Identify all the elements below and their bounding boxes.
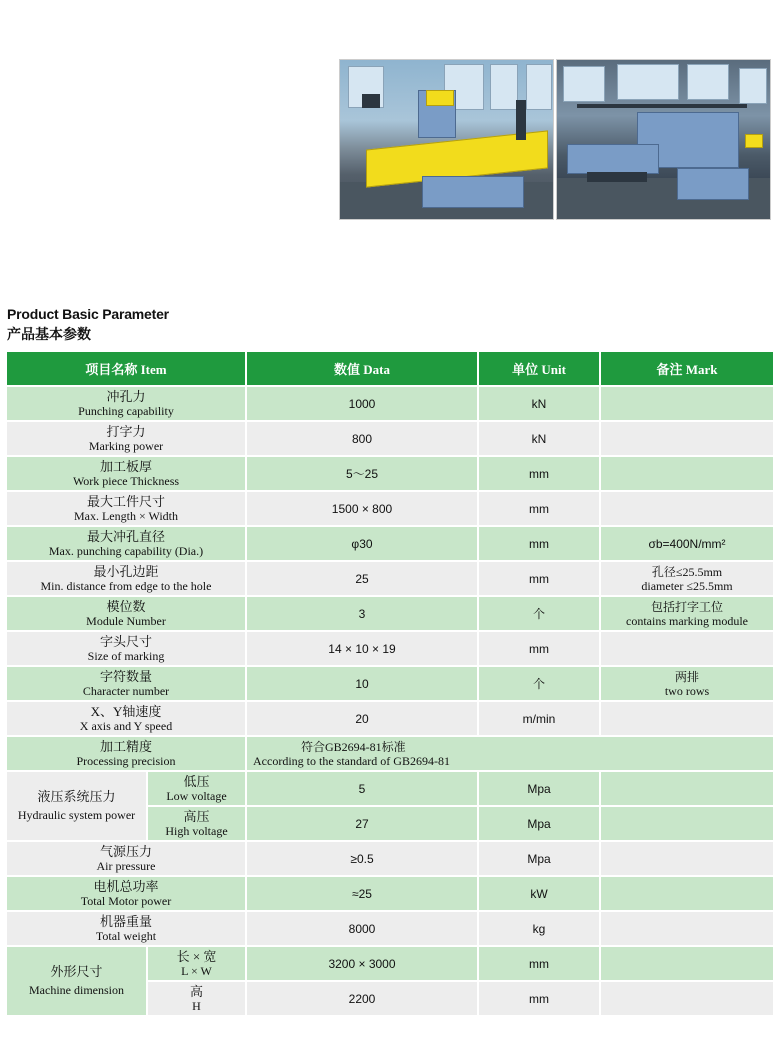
param-name-zh: 最大工件尺寸 bbox=[86, 493, 165, 509]
param-mark bbox=[601, 947, 773, 980]
table-row bbox=[7, 457, 773, 490]
param-unit: 个 bbox=[479, 597, 599, 630]
param-name-en: Processing precision bbox=[76, 753, 176, 768]
param-mark-zh: 孔径≤25.5mm bbox=[651, 564, 723, 579]
param-name bbox=[7, 667, 245, 700]
param-name-zh: 最大冲孔直径 bbox=[86, 528, 165, 544]
param-value: 5～25 bbox=[247, 457, 477, 490]
param-name bbox=[7, 387, 245, 420]
table-row bbox=[7, 772, 773, 805]
param-value-en: According to the standard of GB2694-81 bbox=[253, 753, 450, 768]
table-header-row bbox=[7, 352, 773, 385]
param-name-zh: 电机总功率 bbox=[93, 878, 159, 894]
table-row bbox=[7, 877, 773, 910]
table-row bbox=[7, 632, 773, 665]
param-mark bbox=[601, 492, 773, 525]
param-name-zh: 机器重量 bbox=[99, 913, 152, 929]
table-row bbox=[7, 387, 773, 420]
param-value: 8000 bbox=[247, 912, 477, 945]
param-name-zh: 冲孔力 bbox=[106, 388, 146, 404]
param-unit: mm bbox=[479, 982, 599, 1015]
param-value: 5 bbox=[247, 772, 477, 805]
param-unit: mm bbox=[479, 947, 599, 980]
param-name-en: Punching capability bbox=[78, 403, 174, 418]
param-group-dimension bbox=[7, 947, 146, 1015]
table-row bbox=[7, 492, 773, 525]
param-name-zh: 加工精度 bbox=[99, 738, 152, 754]
param-mark bbox=[601, 632, 773, 665]
param-name bbox=[7, 737, 245, 770]
param-name-en: Work piece Thickness bbox=[72, 473, 180, 488]
param-group-zh: 液压系统压力 bbox=[37, 789, 116, 804]
param-mark bbox=[601, 457, 773, 490]
param-unit: kg bbox=[479, 912, 599, 945]
param-name-en: Max. punching capability (Dia.) bbox=[48, 543, 204, 558]
param-value: 3 bbox=[247, 597, 477, 630]
param-mark bbox=[601, 387, 773, 420]
param-mark-en: diameter ≤25.5mm bbox=[641, 578, 733, 593]
param-name-en: X axis and Y speed bbox=[79, 718, 173, 733]
table-row bbox=[7, 947, 773, 980]
param-name-en: Total Motor power bbox=[80, 893, 172, 908]
table-row bbox=[7, 912, 773, 945]
param-sub-en: H bbox=[192, 998, 201, 1013]
param-unit: m/min bbox=[479, 702, 599, 735]
table-row bbox=[7, 702, 773, 735]
param-name-en: Max. Length × Width bbox=[73, 508, 179, 523]
param-name bbox=[7, 527, 245, 560]
machine-photo-right bbox=[557, 60, 770, 219]
param-name bbox=[7, 877, 245, 910]
param-sub-name bbox=[148, 947, 245, 980]
param-unit: kN bbox=[479, 422, 599, 455]
param-sub-en: Low voltage bbox=[166, 788, 227, 803]
param-name bbox=[7, 492, 245, 525]
param-unit: kW bbox=[479, 877, 599, 910]
header-unit: 单位 Unit bbox=[479, 352, 599, 385]
param-group-zh: 外形尺寸 bbox=[50, 964, 103, 979]
param-value: 14 × 10 × 19 bbox=[247, 632, 477, 665]
section-heading-zh: 产品基本参数 bbox=[7, 326, 91, 342]
param-sub-name bbox=[148, 982, 245, 1015]
table-row bbox=[7, 667, 773, 700]
param-name-zh: 字头尺寸 bbox=[99, 633, 152, 649]
param-sub-zh: 低压 bbox=[183, 773, 210, 789]
param-unit: mm bbox=[479, 457, 599, 490]
param-sub-en: L × W bbox=[181, 963, 212, 978]
param-mark bbox=[601, 807, 773, 840]
section-heading bbox=[7, 306, 169, 344]
param-name bbox=[7, 597, 245, 630]
param-name-zh: 模位数 bbox=[106, 598, 146, 614]
header-mark: 备注 Mark bbox=[601, 352, 773, 385]
param-mark bbox=[601, 562, 773, 595]
param-sub-zh: 高 bbox=[189, 983, 203, 999]
param-value: 20 bbox=[247, 702, 477, 735]
param-sub-en: High voltage bbox=[165, 823, 228, 838]
table-row bbox=[7, 597, 773, 630]
param-name bbox=[7, 562, 245, 595]
param-name-zh: 气源压力 bbox=[99, 843, 152, 859]
param-value: 800 bbox=[247, 422, 477, 455]
param-mark bbox=[601, 912, 773, 945]
param-name-zh: 字符数量 bbox=[99, 668, 152, 684]
param-name-zh: X、Y轴速度 bbox=[90, 703, 162, 719]
param-name bbox=[7, 702, 245, 735]
param-sub-zh: 高压 bbox=[183, 808, 210, 824]
param-mark bbox=[601, 597, 773, 630]
param-unit: mm bbox=[479, 632, 599, 665]
param-name-en: Marking power bbox=[88, 438, 164, 453]
param-sub-zh: 长 × 宽 bbox=[176, 948, 217, 964]
param-name bbox=[7, 632, 245, 665]
param-name-en: Air pressure bbox=[96, 858, 156, 873]
param-sub-name bbox=[148, 772, 245, 805]
param-value: 1000 bbox=[247, 387, 477, 420]
param-group-en: Machine dimension bbox=[29, 983, 124, 997]
param-unit: Mpa bbox=[479, 842, 599, 875]
header-item: 项目名称 Item bbox=[7, 352, 245, 385]
param-name-en: Total weight bbox=[95, 928, 157, 943]
machine-photo-left bbox=[340, 60, 553, 219]
param-mark bbox=[601, 842, 773, 875]
param-mark-zh: 包括打字工位 bbox=[650, 599, 723, 614]
param-name-zh: 打字力 bbox=[106, 423, 146, 439]
param-name bbox=[7, 912, 245, 945]
param-value-zh: 符合GB2694-81标准 bbox=[301, 739, 406, 754]
table-row bbox=[7, 562, 773, 595]
param-value: φ30 bbox=[247, 527, 477, 560]
param-value: 2200 bbox=[247, 982, 477, 1015]
param-name-en: Character number bbox=[82, 683, 170, 698]
param-value: 3200 × 3000 bbox=[247, 947, 477, 980]
param-mark-en: contains marking module bbox=[626, 613, 748, 628]
param-mark: σb=400N/mm² bbox=[601, 527, 773, 560]
param-unit: mm bbox=[479, 492, 599, 525]
param-value: ≥0.5 bbox=[247, 842, 477, 875]
table-row bbox=[7, 842, 773, 875]
param-value: 1500 × 800 bbox=[247, 492, 477, 525]
table-row bbox=[7, 737, 773, 770]
table-row bbox=[7, 527, 773, 560]
param-name-en: Module Number bbox=[86, 613, 166, 628]
param-unit: 个 bbox=[479, 667, 599, 700]
param-mark-en: two rows bbox=[664, 683, 710, 698]
parameter-table bbox=[5, 350, 775, 1017]
param-value: 27 bbox=[247, 807, 477, 840]
param-name-en: Size of marking bbox=[87, 648, 165, 663]
param-mark bbox=[601, 422, 773, 455]
param-name-zh: 加工板厚 bbox=[99, 458, 152, 474]
param-name bbox=[7, 422, 245, 455]
table-row bbox=[7, 422, 773, 455]
section-heading-en: Product Basic Parameter bbox=[7, 306, 169, 322]
param-mark bbox=[601, 982, 773, 1015]
param-value-precision bbox=[247, 737, 773, 770]
param-value: 10 bbox=[247, 667, 477, 700]
param-name bbox=[7, 842, 245, 875]
param-unit: Mpa bbox=[479, 807, 599, 840]
param-name-zh: 最小孔边距 bbox=[93, 563, 159, 579]
header-data: 数值 Data bbox=[247, 352, 477, 385]
param-unit: Mpa bbox=[479, 772, 599, 805]
param-mark bbox=[601, 667, 773, 700]
param-value: 25 bbox=[247, 562, 477, 595]
param-mark bbox=[601, 877, 773, 910]
param-group-hydraulic bbox=[7, 772, 146, 840]
param-value: ≈25 bbox=[247, 877, 477, 910]
param-name bbox=[7, 457, 245, 490]
param-mark bbox=[601, 702, 773, 735]
param-group-en: Hydraulic system power bbox=[17, 808, 136, 822]
param-unit: mm bbox=[479, 527, 599, 560]
param-sub-name bbox=[148, 807, 245, 840]
param-mark bbox=[601, 772, 773, 805]
param-name-en: Min. distance from edge to the hole bbox=[40, 578, 212, 593]
param-mark-zh: 两排 bbox=[674, 669, 699, 684]
param-unit: kN bbox=[479, 387, 599, 420]
param-unit: mm bbox=[479, 562, 599, 595]
